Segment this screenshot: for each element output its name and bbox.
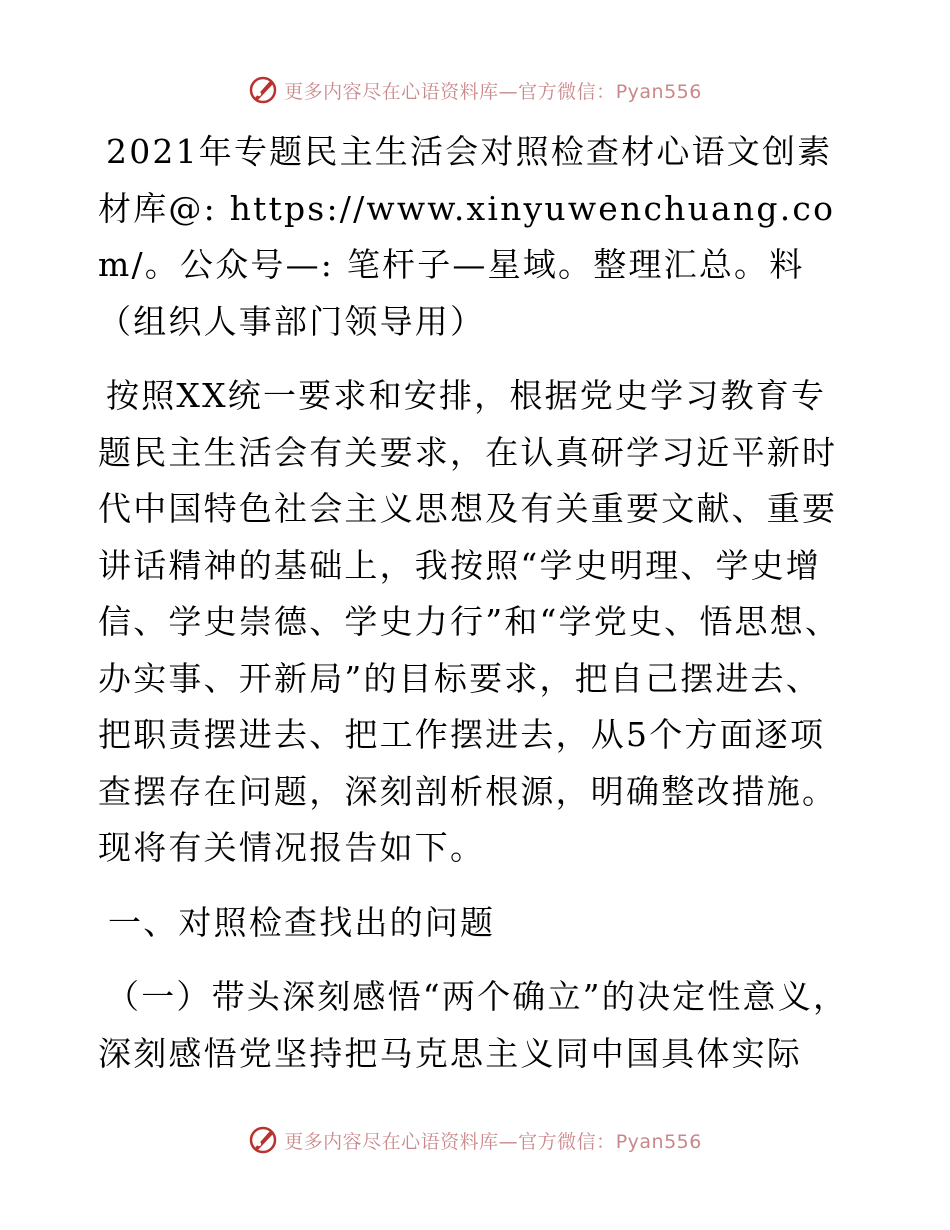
header-banner-contact-id: Pyan556: [615, 80, 702, 103]
intro-paragraph: 按照XX统一要求和安排，根据党史学习教育专题民主生活会有关要求，在认真研学习近平新时代中国特色社会主义思想及有关重要文献、重要讲话精神的基础上，我按照“学史明理、学史增信、学史崇德、学史力行”和“学党史、悟思想、办实事、开新局”的目标要求，把自己摆进去、把职责摆进去、把工作摆进去，从5个方面逐项查摆存在问题，深刻剖析根源，明确整改措施。现将有关情况报告如下。: [98, 376, 841, 867]
footer-banner-main: 更多内容尽在心语资料库: [284, 1130, 499, 1153]
quill-logo-icon: [248, 75, 278, 105]
document-body: [98, 124, 850, 1082]
footer-banner-contact-label: 官方微信：: [518, 1130, 616, 1153]
footer-banner: [0, 1120, 950, 1160]
header-banner-contact-label: 官方微信：: [518, 80, 616, 103]
header-banner-separator: —: [498, 80, 519, 103]
subsection-paragraph: （一）带头深刻感悟“两个确立”的决定性意义，深刻感悟党坚持把马克思主义同中国具体实际: [98, 977, 849, 1073]
document-title: 2021年专题民主生活会对照检查材心语文创素材库@: https://www.xinyuwenchuang.com/。公众号—: 笔杆子—星域。整理汇总。料（组织人事部门领导用）: [98, 132, 836, 341]
quill-logo-icon: [248, 1125, 278, 1155]
footer-banner-separator: —: [498, 1130, 519, 1153]
header-banner-main: 更多内容尽在心语资料库: [284, 80, 499, 103]
header-banner: [0, 70, 950, 110]
section-heading: 一、对照检查找出的问题: [108, 902, 496, 942]
footer-banner-contact-id: Pyan556: [615, 1130, 702, 1153]
header-banner-text: [284, 77, 702, 104]
footer-banner-text: [284, 1127, 702, 1154]
